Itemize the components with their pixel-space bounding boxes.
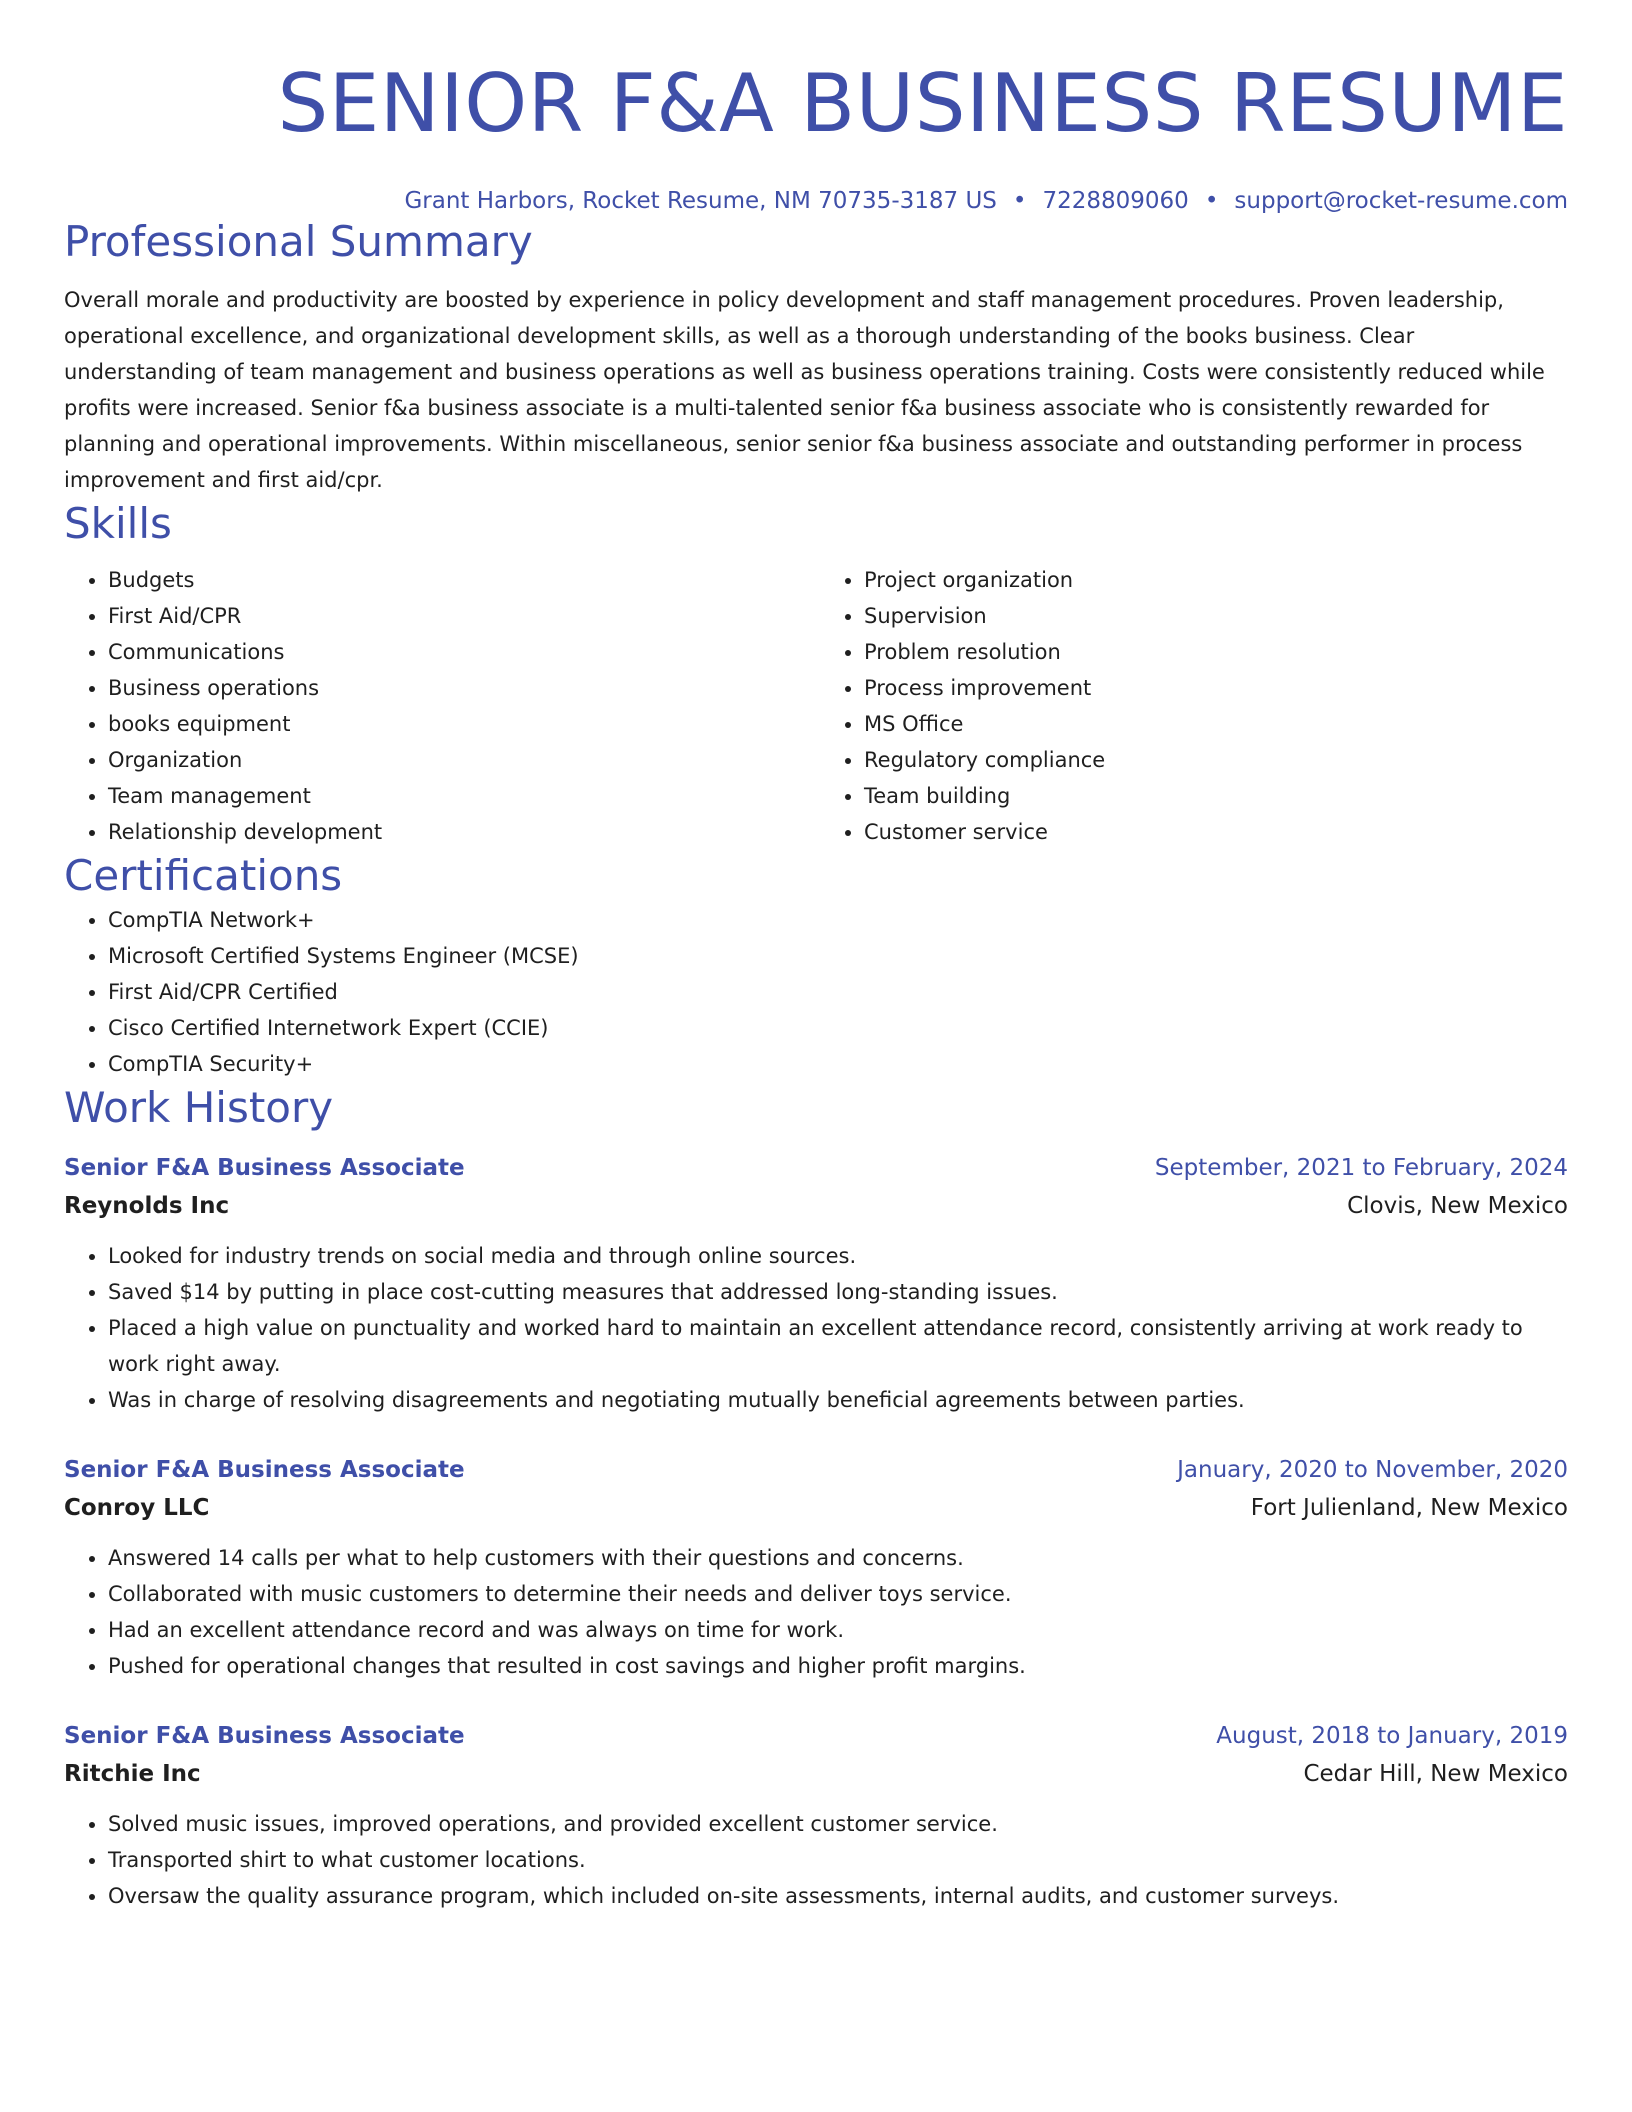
certification-item: • Microsoft Certified Systems Engineer (MCSE) (108, 938, 1568, 974)
job-header-row (64, 1718, 1568, 1754)
job-location: Cedar Hill, New Mexico (1303, 1761, 1568, 1787)
work-history-heading: Work History (64, 1083, 334, 1132)
job-bullet: • Was in charge of resolving disagreements and negotiating mutually beneficial agreements between parties. (108, 1382, 1568, 1418)
job-title: Senior F&A Business Associate (64, 1155, 465, 1181)
job-dates: August, 2018 to January, 2019 (1216, 1723, 1568, 1749)
job-header-row (64, 1452, 1568, 1488)
contact-separator: • (1012, 188, 1027, 214)
job-bullet: • Looked for industry trends on social media and through online sources. (108, 1238, 1568, 1274)
certification-item: • CompTIA Network+ (108, 902, 1568, 938)
job-dates: September, 2021 to February, 2024 (1154, 1155, 1568, 1181)
job-bullet: • Oversaw the quality assurance program, which included on-site assessments, internal audits, and customer surveys. (108, 1878, 1568, 1914)
job-entry (64, 1150, 1568, 1418)
job-header-row (64, 1150, 1568, 1186)
skill-item: • Project organization (864, 562, 1614, 598)
summary-heading: Professional Summary (64, 217, 533, 266)
certification-item: • Cisco Certified Internetwork Expert (CCIE) (108, 1010, 1568, 1046)
job-location: Fort Julienland, New Mexico (1250, 1495, 1568, 1521)
job-company-row (64, 1754, 1568, 1794)
skills-heading: Skills (64, 499, 172, 548)
job-title: Senior F&A Business Associate (64, 1723, 465, 1749)
job-bullet: • Saved $14 by putting in place cost-cutting measures that addressed long-standing issues. (108, 1274, 1568, 1310)
job-bullets (64, 1806, 1568, 1914)
skill-item: • Process improvement (864, 670, 1614, 706)
job-bullets (64, 1540, 1568, 1684)
skill-item: • Relationship development (108, 814, 806, 850)
job-company-row (64, 1186, 1568, 1226)
job-bullet: • Placed a high value on punctuality and worked hard to maintain an excellent attendance record, consistently arriving at work ready to work right away. (108, 1310, 1568, 1382)
job-location: Clovis, New Mexico (1347, 1193, 1568, 1219)
job-entry (64, 1718, 1568, 1914)
contact-line (64, 186, 1568, 216)
skills-list-right (806, 562, 1614, 850)
skill-item: • Organization (108, 742, 806, 778)
job-dates: January, 2020 to November, 2020 (1177, 1457, 1568, 1483)
job-title: Senior F&A Business Associate (64, 1457, 465, 1483)
job-company-row (64, 1488, 1568, 1528)
summary-text: Overall morale and productivity are boosted by experience in policy development and staff management procedures. Proven leadership, operational excellence, and organizational development skills, as well as a thorough understanding of the books business. Clear understanding of team management and business operations as well as business operations training. Costs were consistently reduced while profits were increased. Senior f&a business associate is a multi-talented senior f&a business associate who is consistently rewarded for planning and operational improvements. Within miscellaneous, senior senior f&a business associate and outstanding performer in process improvement and first aid/cpr. (64, 288, 1545, 492)
job-company: Conroy LLC (64, 1495, 210, 1521)
skill-item: • books equipment (108, 706, 806, 742)
contact-address: Grant Harbors, Rocket Resume, NM 70735-3187 US (404, 188, 997, 214)
skill-item: • First Aid/CPR (108, 598, 806, 634)
skill-item: • Business operations (108, 670, 806, 706)
skills-columns (64, 562, 1568, 850)
certification-item: • CompTIA Security+ (108, 1046, 1568, 1082)
job-bullet: • Solved music issues, improved operations, and provided excellent customer service. (108, 1806, 1568, 1842)
skill-item: • Supervision (864, 598, 1614, 634)
skill-item: • Communications (108, 634, 806, 670)
job-bullet: • Answered 14 calls per what to help customers with their questions and concerns. (108, 1540, 1568, 1576)
skill-item: • MS Office (864, 706, 1614, 742)
job-company: Reynolds Inc (64, 1193, 230, 1219)
skill-item: • Team management (108, 778, 806, 814)
certifications-heading: Certifications (64, 851, 343, 900)
skill-item: • Problem resolution (864, 634, 1614, 670)
skill-item: • Budgets (108, 562, 806, 598)
skill-item: • Team building (864, 778, 1614, 814)
skill-item: • Customer service (864, 814, 1614, 850)
contact-phone[interactable]: 7228809060 (1042, 188, 1189, 214)
job-entry (64, 1452, 1568, 1684)
job-bullet: • Transported shirt to what customer locations. (108, 1842, 1568, 1878)
contact-separator: • (1204, 188, 1219, 214)
certifications-list (64, 902, 1568, 1082)
certification-item: • First Aid/CPR Certified (108, 974, 1568, 1010)
job-bullet: • Had an excellent attendance record and was always on time for work. (108, 1612, 1568, 1648)
skill-item: • Regulatory compliance (864, 742, 1614, 778)
job-bullet: • Pushed for operational changes that resulted in cost savings and higher profit margins. (108, 1648, 1568, 1684)
resume-page (64, 0, 1568, 1914)
job-bullet: • Collaborated with music customers to determine their needs and deliver toys service. (108, 1576, 1568, 1612)
contact-email[interactable]: support@rocket-resume.com (1234, 188, 1568, 214)
job-company: Ritchie Inc (64, 1761, 201, 1787)
skills-list-left (64, 562, 806, 850)
job-bullets (64, 1238, 1568, 1418)
resume-title: SENIOR F&A BUSINESS RESUME (277, 57, 1568, 150)
